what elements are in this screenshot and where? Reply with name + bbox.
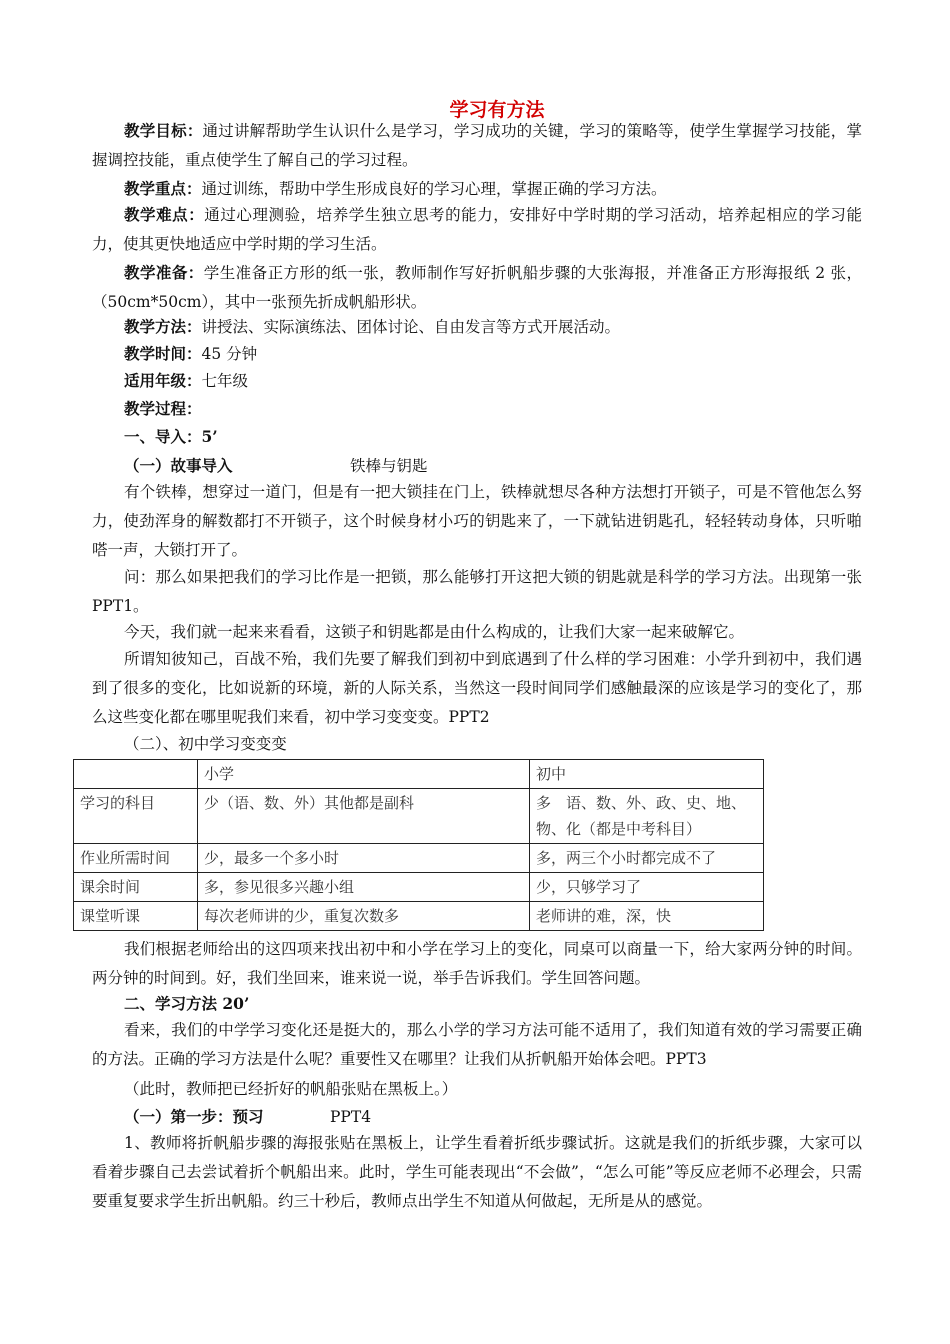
duration-paragraph (92, 339, 862, 369)
table-row (74, 844, 764, 873)
table-cell: 初中 (530, 760, 764, 789)
comparison-table (73, 759, 764, 931)
difficulty-text: 通过心理测验，培养学生独立思考的能力，安排好中学时期的学习活动，培养起相应的学习能力，使其更快地适应中学时期的学习生活。 (92, 206, 862, 253)
table-cell: 多 语、数、外、政、史、地、物、化（都是中考科目） (530, 789, 764, 844)
process-label: 教学过程： (124, 399, 202, 418)
step1-heading: （一）第一步：预习 (124, 1107, 264, 1126)
step1-ppt: PPT4 (330, 1108, 372, 1126)
methods-paragraph (92, 312, 862, 342)
story-heading-line (124, 453, 428, 479)
objectives-label: 教学目标： (124, 121, 203, 140)
table-cell: 小学 (198, 760, 530, 789)
table-cell (74, 760, 198, 789)
key-point-text: 通过训练，帮助中学生形成良好的学习心理，掌握正确的学习方法。 (201, 180, 667, 198)
methods-text: 讲授法、实际演练法、团体讨论、自由发言等方式开展活动。 (201, 318, 621, 336)
section2-note: （此时，教师把已经折好的帆船张贴在黑板上。） (124, 1080, 458, 1098)
preparation-label: 教学准备： (124, 263, 204, 282)
preparation-text: 学生准备正方形的纸一张，教师制作写好折帆船步骤的大张海报，并准备正方形海报纸 2 张，（50cm*50cm），其中一张预先折成帆船形状。 (92, 264, 862, 311)
step1-paragraph: 1、教师将折帆船步骤的海报张贴在黑板上，让学生看着折纸步骤试折。这就是我们的折纸步骤，大家可以看着步骤自己去尝试着折个帆船出来。此时，学生可能表现出“不会做”，“怎么可能”等反应老师不必理会，只需要重复要求学生折出帆船。约三十秒后，教师点出学生不知道从何做起，无所是从的感觉。 (92, 1134, 862, 1210)
table-cell: 每次老师讲的少，重复次数多 (198, 902, 530, 931)
story-paragraph-4: 所谓知彼知己，百战不殆，我们先要了解我们到初中到底遇到了什么样的学习困难：小学升到初中，我们遇到了很多的变化，比如说新的环境，新的人际关系，当然这一段时间同学们感触最深的应该是学习的变化了，那么这些变化都在哪里呢我们来看，初中学习变变变。PPT2 (92, 650, 862, 726)
story-paragraph-2: 问：那么如果把我们的学习比作是一把锁，那么能够打开这把大锁的钥匙就是科学的学习方法。出现第一张 PPT1。 (92, 568, 862, 615)
table-header-row (74, 760, 764, 789)
difficulty-paragraph (92, 200, 862, 259)
section2-paragraph: 看来，我们的中学学习变化还是挺大的，那么小学的学习方法可能不适用了，我们知道有效的学习需要正确的方法。正确的学习方法是什么呢？重要性又在哪里？让我们从折帆船开始体会吧。PPT3 (92, 1021, 862, 1068)
document-title: 学习有方法 (449, 99, 545, 121)
story-name: 铁棒与钥匙 (350, 457, 428, 475)
story-heading: （一）故事导入 (124, 456, 233, 475)
process-paragraph (92, 394, 862, 424)
table-cell: 课余时间 (74, 873, 198, 902)
section1-heading: 一、导入：5’ (124, 427, 218, 446)
duration-label: 教学时间： (124, 344, 202, 363)
step1-heading-line (124, 1104, 371, 1130)
section2-heading: 二、学习方法 20’ (124, 994, 250, 1013)
key-point-label: 教学重点： (124, 179, 202, 198)
table-cell: 少，最多一个多小时 (198, 844, 530, 873)
table-cell: 作业所需时间 (74, 844, 198, 873)
table-cell: 多，两三个小时都完成不了 (530, 844, 764, 873)
grade-paragraph (92, 366, 862, 396)
table-cell: 学习的科目 (74, 789, 198, 844)
methods-label: 教学方法： (124, 317, 202, 336)
story-paragraph-1: 有个铁棒，想穿过一道门，但是有一把大锁挂在门上，铁棒就想尽各种方法想打开锁子，可是不管他怎么努力，使劲浑身的解数都打不开锁子，这个时候身材小巧的钥匙来了，一下就钻进钥匙孔，轻轻转动身体，只听啪嗒一声，大锁打开了。 (92, 483, 862, 559)
table-row (74, 789, 764, 844)
changes-heading: （二）、初中学习变变变 (124, 735, 287, 753)
duration-text: 45 分钟 (201, 345, 258, 363)
table-row (74, 902, 764, 931)
difficulty-label: 教学难点： (124, 205, 205, 224)
preparation-paragraph (92, 258, 862, 317)
table-cell: 老师讲的难，深，快 (530, 902, 764, 931)
table-cell: 课堂听课 (74, 902, 198, 931)
table-cell: 少（语、数、外）其他都是副科 (198, 789, 530, 844)
changes-after-paragraph: 我们根据老师给出的这四项来找出初中和小学在学习上的变化，同桌可以商量一下，给大家两分钟的时间。两分钟的时间到。好，我们坐回来，谁来说一说，举手告诉我们。学生回答问题。 (92, 940, 862, 987)
table-cell: 多，参见很多兴趣小组 (198, 873, 530, 902)
table-row (74, 873, 764, 902)
grade-text: 七年级 (201, 372, 249, 390)
table-cell: 少，只够学习了 (530, 873, 764, 902)
objectives-text: 通过讲解帮助学生认识什么是学习，学习成功的关键，学习的策略等，使学生掌握学习技能，掌握调控技能，重点使学生了解自己的学习过程。 (92, 122, 862, 169)
objectives-paragraph (92, 116, 862, 175)
grade-label: 适用年级： (124, 371, 202, 390)
story-paragraph-3: 今天，我们就一起来来看看，这锁子和钥匙都是由什么构成的，让我们大家一起来破解它。 (124, 623, 745, 641)
